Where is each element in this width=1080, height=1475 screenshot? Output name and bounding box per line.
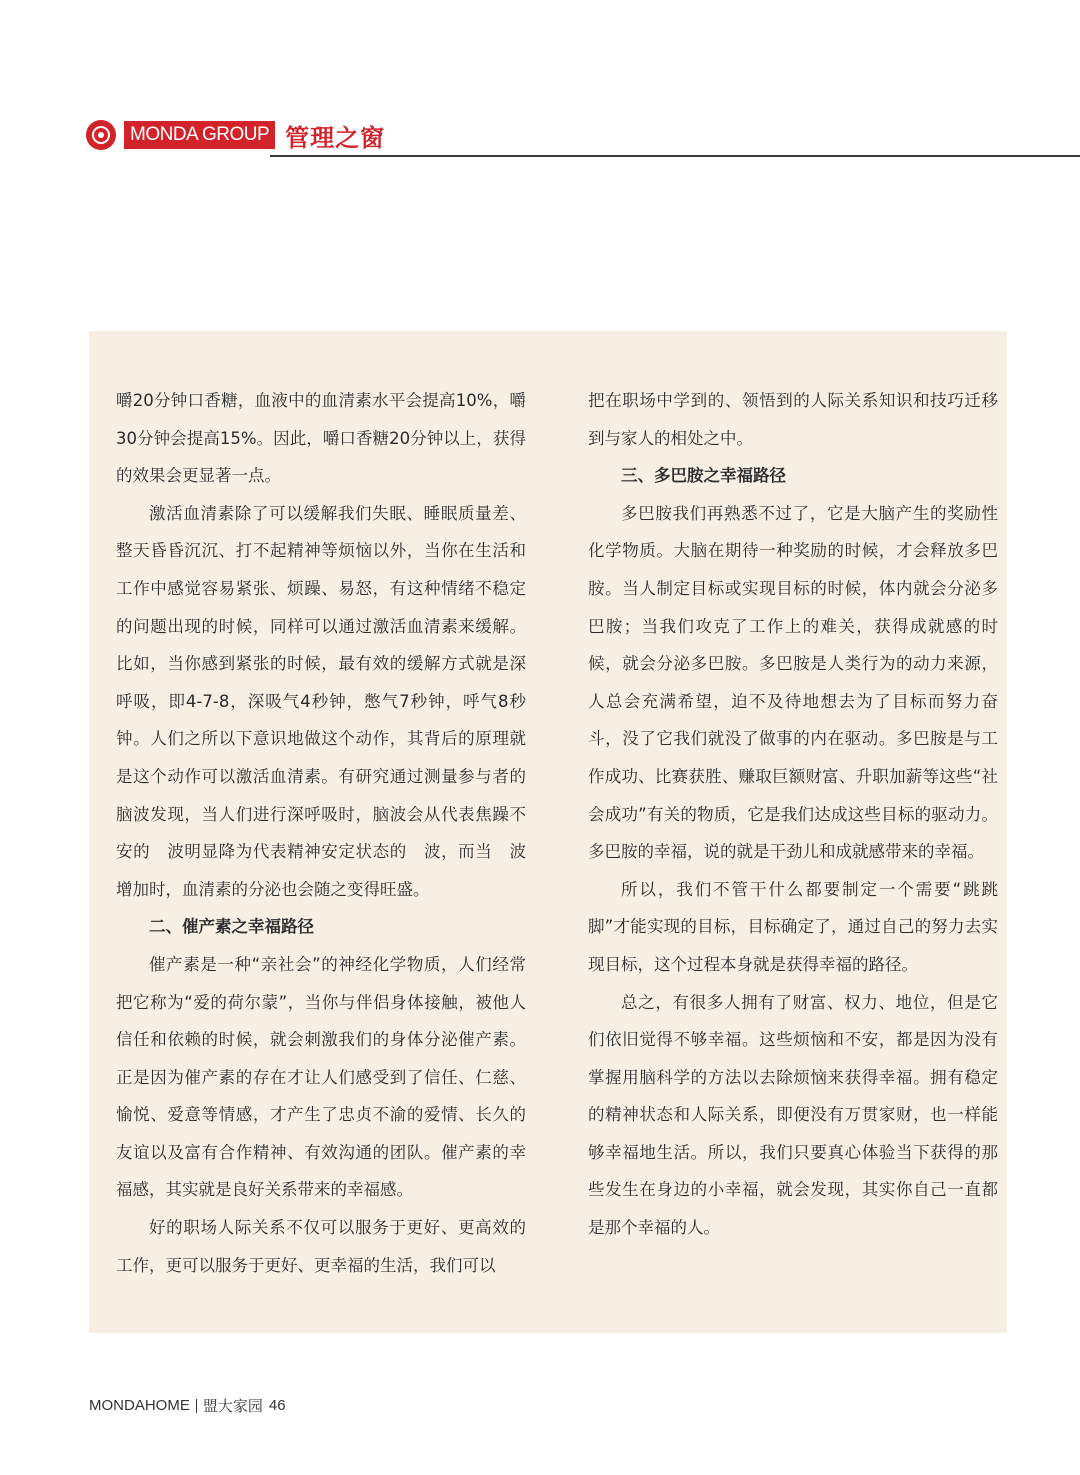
- magazine-name-cn: 盟大家园: [202, 1398, 263, 1415]
- paragraph: 激活血清素除了可以缓解我们失眠、睡眠质量差、整天昏昏沉沉、打不起精神等烦恼以外，当你在生活和工作中感觉容易紧张、烦躁、易怒，有这种情绪不稳定的问题出现的时候，同样可以通过激活血清素来缓解。比如，当你感到紧张的时候，最有效的缓解方式就是深呼吸，即4-7-8，深吸气4秒钟，憋气7秒钟，呼气8秒钟。人们之所以下意识地做这个动作，其背后的原理就是这个动作可以激活血清素。有研究通过测量参与者的脑波发现，当人们进行深呼吸时，脑波会从代表焦躁不安的 波明显降为代表精神安定状态的 波，而当 波增加时，血清素的分泌也会随之变得旺盛。: [116, 503, 526, 899]
- footer-separator: [196, 1399, 197, 1413]
- section-heading: 三、多巴胺之幸福路径: [621, 466, 786, 486]
- brand-name: MONDA GROUP: [124, 121, 275, 149]
- paragraph: 嚼20分钟口香糖，血液中的血清素水平会提高10%，嚼30分钟会提高15%。因此，嚼口香糖20分钟以上，获得的效果会更显著一点。: [116, 391, 526, 486]
- left-column: [116, 382, 526, 1284]
- header-divider: [270, 155, 1080, 157]
- paragraph: 总之，有很多人拥有了财富、权力、地位，但是它们依旧觉得不够幸福。这些烦恼和不安，都是因为没有掌握用脑科学的方法以去除烦恼来获得幸福。拥有稳定的精神状态和人际关系，即便没有万贯家财，也一样能够幸福地生活。所以，我们只要真心体验当下获得的那些发生在身边的小幸福，就会发现，其实你自己一直都是那个幸福的人。: [588, 992, 998, 1238]
- paragraph: 所以，我们不管干什么都要制定一个需要“跳跳脚”才能实现的目标，目标确定了，通过自己的努力去实现目标，这个过程本身就是获得幸福的路径。: [588, 879, 998, 974]
- magazine-name: MONDAHOME: [89, 1397, 190, 1414]
- paragraph: 把在职场中学到的、领悟到的人际关系知识和技巧迁移到与家人的相处之中。: [588, 391, 998, 448]
- page-header: [86, 118, 385, 152]
- monda-logo-icon: [86, 120, 116, 150]
- paragraph: 催产素是一种“亲社会”的神经化学物质，人们经常把它称为“爱的荷尔蒙”，当你与伴侣身体接触，被他人信任和依赖的时候，就会刺激我们的身体分泌催产素。正是因为催产素的存在才让人们感受到了信任、仁慈、愉悦、爱意等情感，才产生了忠贞不渝的爱情、长久的友谊以及富有合作精神、有效沟通的团队。催产素的幸福感，其实就是良好关系带来的幸福感。: [116, 954, 526, 1200]
- section-title: 管理之窗: [285, 123, 386, 152]
- page-footer: [89, 1395, 286, 1416]
- right-column: [588, 382, 998, 1247]
- section-heading: 二、催产素之幸福路径: [149, 917, 314, 937]
- page-number: 46: [268, 1397, 286, 1414]
- paragraph: 多巴胺我们再熟悉不过了，它是大脑产生的奖励性化学物质。大脑在期待一种奖励的时候，才会释放多巴胺。当人制定目标或实现目标的时候，体内就会分泌多巴胺；当我们攻克了工作上的难关，获得成就感的时候，就会分泌多巴胺。多巴胺是人类行为的动力来源，人总会充满希望，迫不及待地想去为了目标而努力奋斗，没了它我们就没了做事的内在驱动。多巴胺是与工作成功、比赛获胜、赚取巨额财富、升职加薪等这些“社会成功”有关的物质，它是我们达成这些目标的驱动力。多巴胺的幸福，说的就是干劲儿和成就感带来的幸福。: [588, 503, 998, 862]
- paragraph: 好的职场人际关系不仅可以服务于更好、更高效的工作，更可以服务于更好、更幸福的生活，我们可以: [116, 1218, 526, 1275]
